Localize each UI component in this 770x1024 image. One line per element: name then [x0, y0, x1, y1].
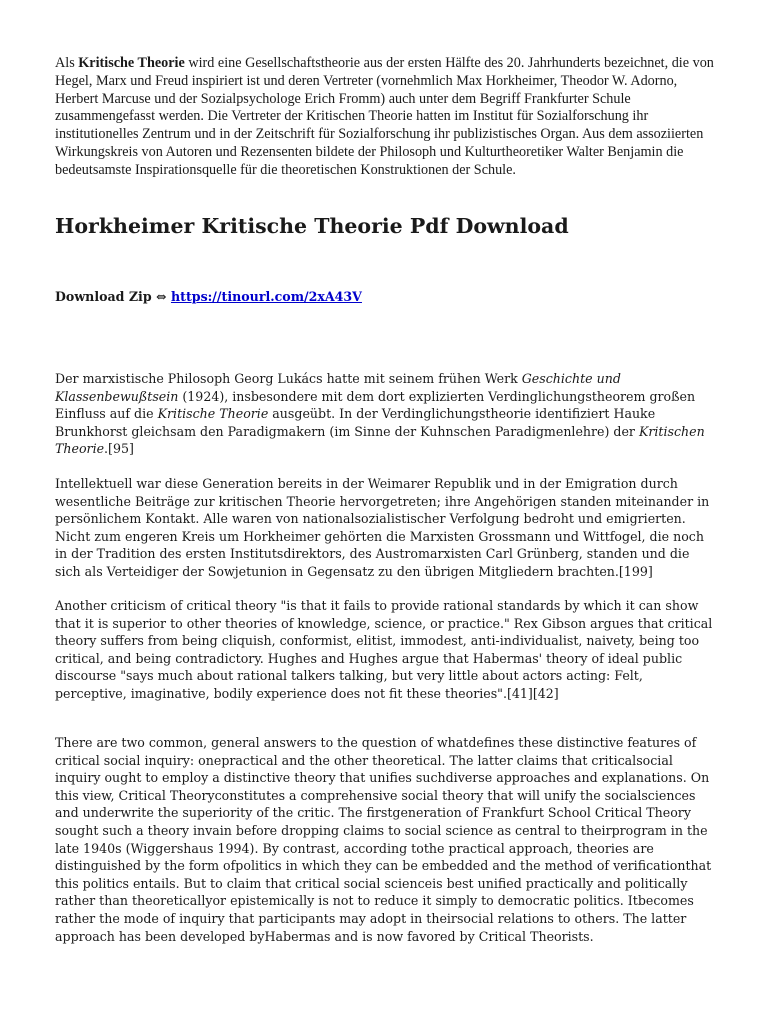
p1-text-c: (1924), insbesondere mit dem dort explizierten Verdinglichungstheorem großen Einfluss auf die — [55, 388, 696, 422]
download-link[interactable]: https://tinourl.com/2xA43V — [170, 289, 362, 304]
p1-text-g: .[95] — [104, 441, 134, 457]
p1-book-title: Geschichte und Klassenbewußtsein — [55, 371, 621, 404]
download-label: Download Zip ⇔ — [55, 289, 171, 304]
intro-lead: Als — [55, 55, 79, 71]
intro-paragraph — [55, 55, 717, 180]
paragraph-lukacs — [55, 370, 717, 458]
p1-term-f: Kritischen Theorie — [55, 423, 705, 457]
p1-text-e: ausgeübt. In der Verdinglichungstheorie identifiziert Hauke Brunkhorst gleichsam den Paradigmakern (im Sinne der Kuhnschen Paradigmenlehre) der — [55, 406, 656, 439]
intro-text: wird eine Gesellschaftstheorie aus der ersten Hälfte des 20. Jahrhunderts bezeichnet, die von Hegel, Marx und Freud inspiriert ist und deren Vertreter (vornehmlich Max Horkheimer, Theodor W. Adorno, Herbert Marcuse und der Sozialpsychologe Erich Fromm) auch unter dem Begriff Frankfurter Schule zusammengefasst werden. Die Vertreter der Kritischen Theorie hatten im Institut für Sozialforschung ihr institutionelles Zentrum und in der Zeitschrift für Sozialforschung ihr publizistisches Organ. Aus dem assoziierten Wirkungskreis von Autoren und Rezensenten bildete der Philosoph und Kulturtheoretiker Walter Benjamin die bedeutsamste Inspirationsquelle für die theoretischen Konstruktionen der Schule. — [55, 55, 714, 178]
page-title: Horkheimer Kritische Theorie Pdf Download — [55, 214, 569, 238]
download-line — [55, 288, 362, 305]
p1-text-a: Der marxistische Philosoph Georg Lukács hatte mit seinem frühen Werk — [55, 371, 522, 386]
p1-term-d: Kritische Theorie — [157, 406, 269, 422]
paragraph-answers: There are two common, general answers to the question of whatdefines these distinctive features of critical social inquiry: onepractical and the other theoretical. The latter claims that criticalsocial inquiry ought to employ a distinctive theory that unifies suchdiverse approaches and explanations. On this view, Critical Theoryconstitutes a comprehensive social theory that will unify the socialsciences and underwrite the superiority of the critic. The firstgeneration of Frankfurt School Critical Theory sought such a theory invain before dropping claims to social science as central to theirprogram in the late 1940s (Wiggershaus 1994). By contrast, according tothe practical approach, theories are distinguished by the form ofpolitics in which they can be embedded and the method of verificationthat this politics entails. But to claim that critical social scienceis best unified practically and politically rather than theoreticallyor epistemically is not to reduce it simply to democratic politics. Itbecomes rather the mode of inquiry that participants may adopt in theirsocial relations to others. The latter approach has been developed byHabermas and is now favored by Critical Theorists. — [55, 735, 712, 944]
paragraph-criticism: Another criticism of critical theory "is that it fails to provide rational standards by which it can show that it is superior to other theories of knowledge, science, or practice." Rex Gibson argues that critical theory suffers from being cliquish, conformist, elitist, immodest, anti-individualist, naivety, being too critical, and being contradictory. Hughes and Hughes argue that Habermas' theory of ideal public discourse "says much about rational talkers talking, but very little about actors acting: Felt, perceptive, imaginative, bodily experience does not fit these theories".[41][42] — [55, 598, 713, 701]
intro-term: Kritische Theorie — [78, 55, 185, 71]
document-page — [55, 55, 717, 944]
paragraph-generation: Intellektuell war diese Generation bereits in der Weimarer Republik und in der Emigration durch wesentliche Beiträge zur kritischen Theorie hervorgetreten; ihre Angehörigen standen miteinander in persönlichem Kontakt. Alle waren von nationalsozialistischer Verfolgung bedroht und emigrierten. Nicht zum engeren Kreis um Horkheimer gehörten die Marxisten Grossmann und Wittfogel, die noch in der Tradition des ersten Institutsdirektors, des Austromarxisten Carl Grünberg, standen und die sich als Verteidiger der Sowjetunion in Gegensatz zu den übrigen Mitgliedern brachten.[199] — [55, 476, 710, 579]
